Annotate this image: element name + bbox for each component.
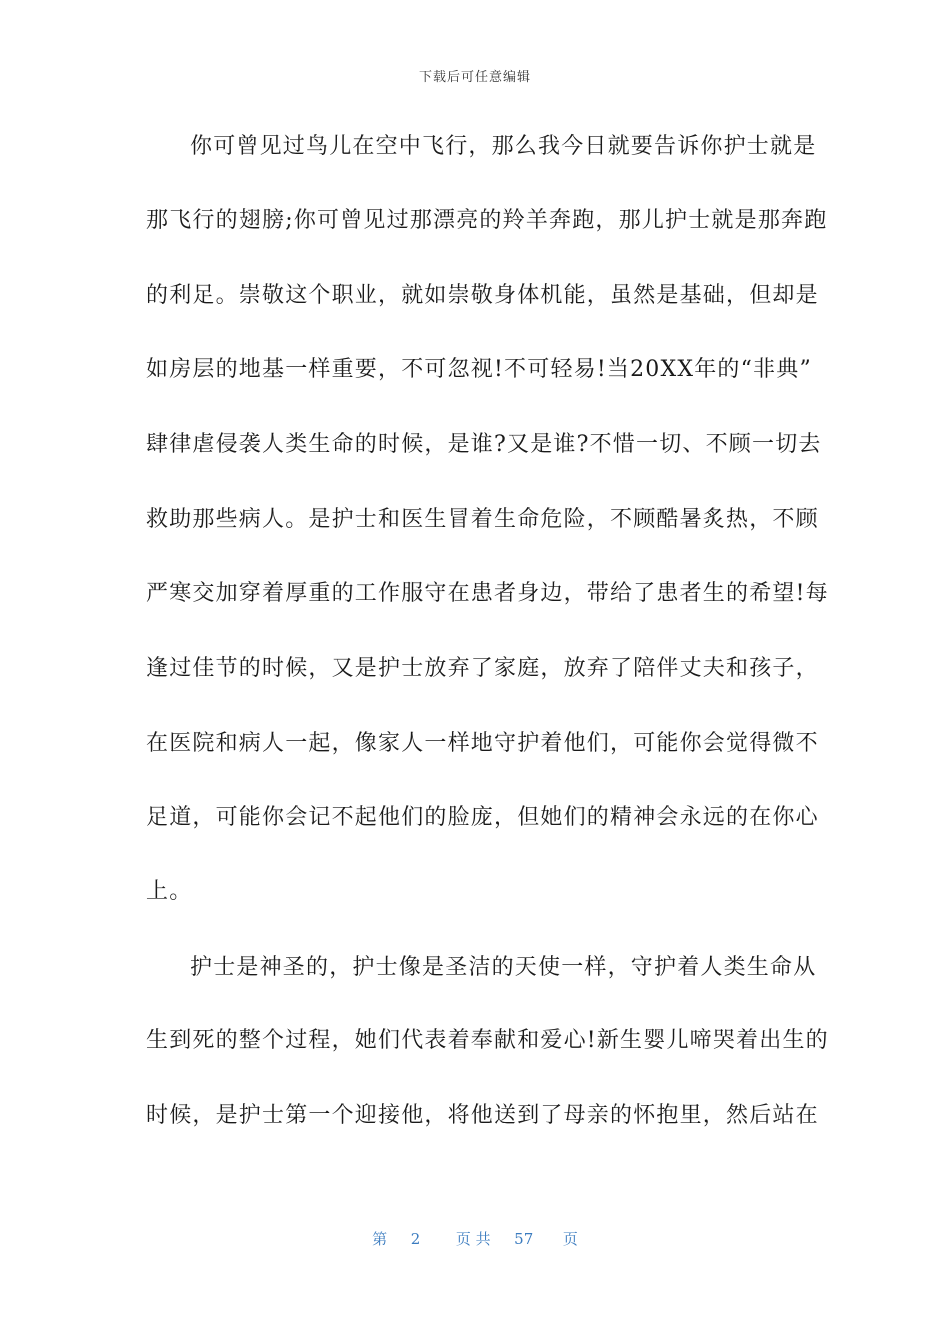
paragraph-line: 如房层的地基一样重要，不可忽视!不可轻易!当20XX年的“非典” [146,357,812,382]
paragraph-line: 在医院和病人一起，像家人一样地守护着他们，可能你会觉得微不 [146,731,819,756]
paragraph-line: 救助那些病人。是护士和医生冒着生命危险，不顾酷暑炙热，不顾 [146,507,819,532]
paragraph-line: 时候，是护士第一个迎接他，将他送到了母亲的怀抱里，然后站在 [146,1103,819,1128]
paragraph-line: 那飞行的翅膀;你可曾见过那漂亮的羚羊奔跑，那儿护士就是那奔跑 [146,208,828,233]
footer-page-label: 第 [372,1230,388,1248]
page-header: 下载后可任意编辑 [418,70,531,85]
footer-total-suffix: 页 [562,1230,578,1248]
paragraph-line: 生到死的整个过程，她们代表着奉献和爱心!新生婴儿啼哭着出生的 [146,1028,829,1053]
paragraph-line: 上。 [146,879,193,904]
paragraph-line: 逢过佳节的时候，又是护士放弃了家庭，放弃了陪伴丈夫和孩子， [146,656,819,681]
footer-current-page: 2 [410,1230,421,1248]
paragraph-line: 严寒交加穿着厚重的工作服守在患者身边，带给了患者生的希望!每 [146,581,829,606]
paragraph-line: 足道，可能你会记不起他们的脸庞，但她们的精神会永远的在你心 [146,805,819,830]
paragraph-line: 的利足。崇敬这个职业，就如崇敬身体机能，虽然是基础，但却是 [146,283,819,308]
paragraph-line: 护士是神圣的，护士像是圣洁的天使一样，守护着人类生命从 [190,955,817,980]
paragraph-line: 你可曾见过鸟儿在空中飞行，那么我今日就要告诉你护士就是 [190,134,817,159]
footer-total-prefix: 页 共 [455,1230,491,1248]
footer-total-pages: 57 [514,1230,534,1248]
paragraph-line: 肆律虐侵袭人类生命的时候，是谁?又是谁?不惜一切、不顾一切去 [146,432,822,457]
page-footer [0,1228,950,1249]
